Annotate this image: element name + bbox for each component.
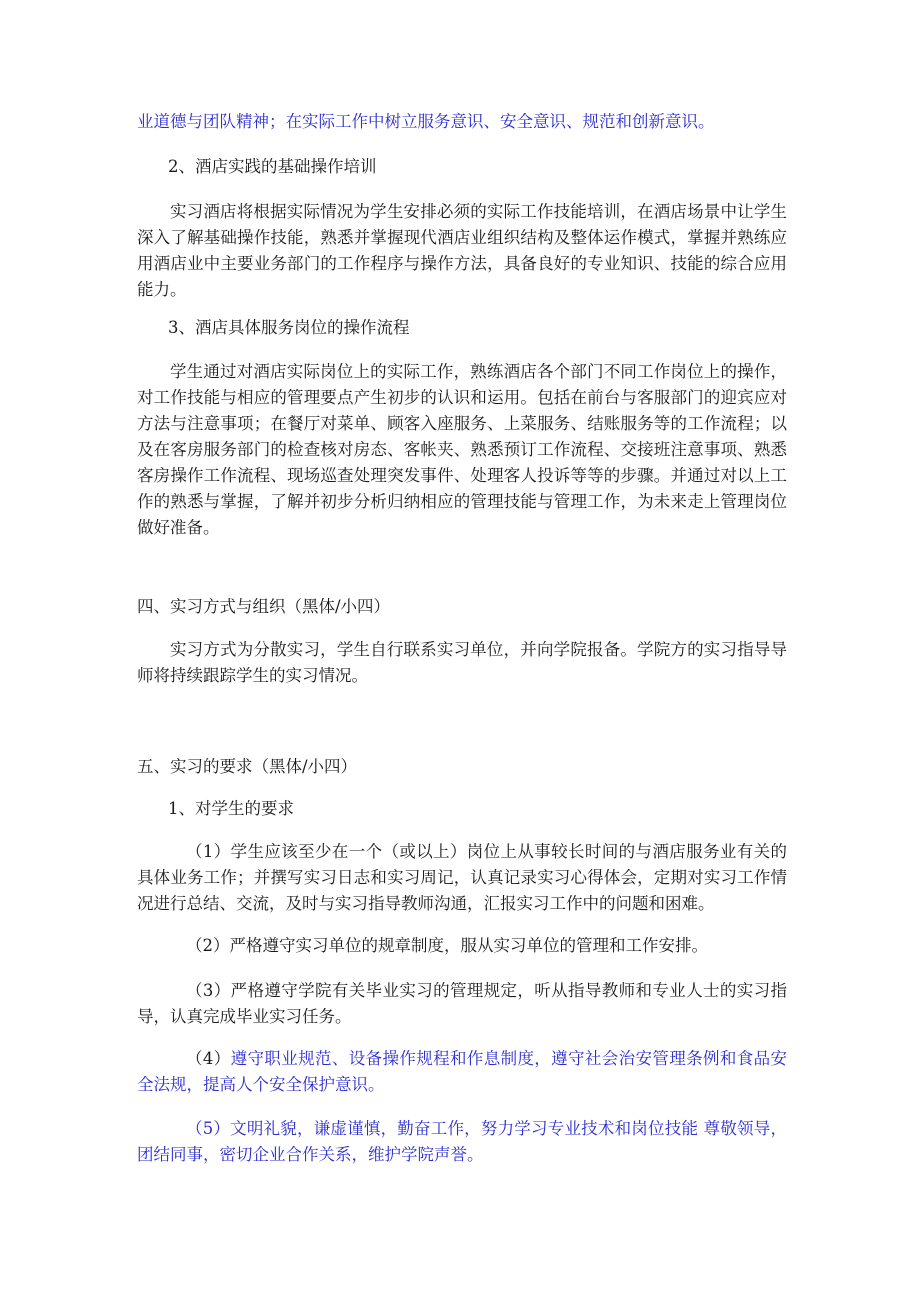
req1-title: 1、对学生的要求 <box>168 799 294 818</box>
req1-item4 <box>137 1046 787 1098</box>
item3-paragraph: 学生通过对酒店实际岗位上的实际工作，熟练酒店各个部门不同工作岗位上的操作，对工作技能与相应的管理要点产生初步的认识和运用。包括在前台与客服部门的迎宾应对方法与注意事项；在餐厅对菜单、顾客入座服务、上菜服务、结账服务等的工作流程；以及在客房服务部门的检查核对房态、客帐夹、熟悉预订工作流程、交接班注意事项、熟悉客房操作工作流程、现场巡查处理突发事件、处理客人投诉等等的步骤。并通过对以上工作的熟悉与掌握，了解并初步分析归纳相应的管理技能与管理工作，为未来走上管理岗位做好准备。 <box>137 362 787 537</box>
req1-item4-prefix: （4） <box>186 1049 231 1068</box>
req1-item4-body: 遵守职业规范、设备操作规程和作息制度，遵守社会治安管理条例和食品安全法规，提高人个安全保护意识。 <box>137 1049 788 1094</box>
item2-title: 2、酒店实践的基础操作培训 <box>168 157 377 176</box>
req1-item1: （1）学生应该至少在一个（或以上）岗位上从事较长时间的与酒店服务业有关的具体业务工作；并撰写实习日志和实习周记，认真记录实习心得体会，定期对实习工作情况进行总结、交流，及时与实习指导教师沟通，汇报实习工作中的问题和困难。 <box>137 842 787 913</box>
section4-title: 四、实习方式与组织（黑体/小四） <box>137 597 391 616</box>
req1-item3: （3）严格遵守学院有关毕业实习的管理规定，听从指导教师和专业人士的实习指导，认真完成毕业实习任务。 <box>137 981 787 1026</box>
continued-line: 业道德与团队精神；在实际工作中树立服务意识、安全意识、规范和创新意识。 <box>137 112 715 131</box>
item2-paragraph: 实习酒店将根据实际情况为学生安排必须的实际工作技能培训，在酒店场景中让学生深入了解基础操作技能，熟悉并掌握现代酒店业组织结构及整体运作模式，掌握并熟练应用酒店业中主要业务部门的工作程序与操作方法，具备良好的专业知识、技能的综合应用能力。 <box>137 202 787 299</box>
section4-paragraph: 实习方式为分散实习，学生自行联系实习单位，并向学院报备。学院方的实习指导导师将持续跟踪学生的实习情况。 <box>137 640 787 685</box>
section5-title: 五、实习的要求（黑体/小四） <box>137 757 358 776</box>
req1-item5: （5）文明礼貌，谦虚谨慎，勤奋工作，努力学习专业技术和岗位技能 尊敬领导，团结同事，密切企业合作关系，维护学院声誉。 <box>137 1119 787 1164</box>
item3-title: 3、酒店具体服务岗位的操作流程 <box>168 318 410 337</box>
req1-item2: （2）严格遵守实习单位的规章制度，服从实习单位的管理和工作安排。 <box>186 936 708 955</box>
